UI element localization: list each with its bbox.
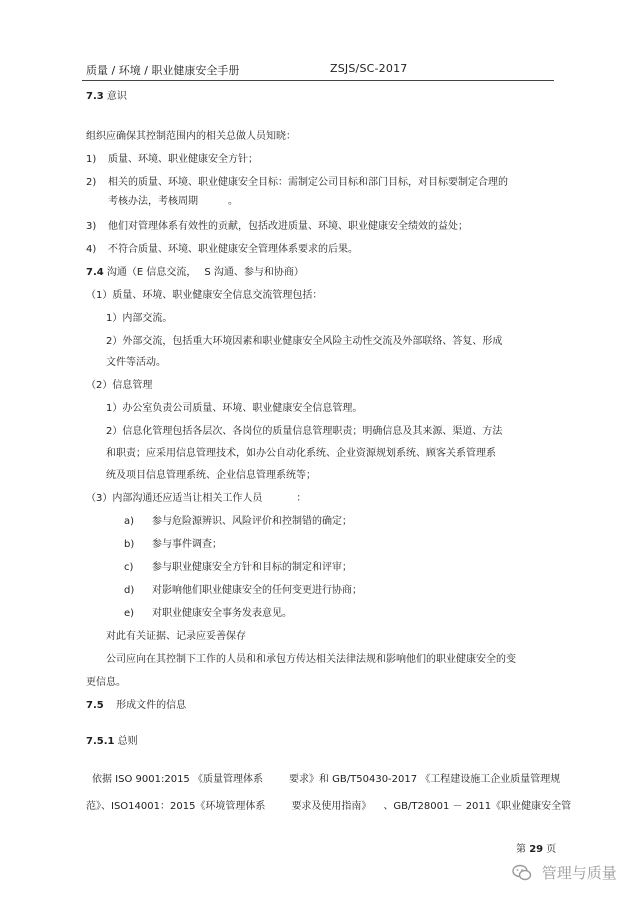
list-item: 相关的质量、环境、职业健康安全目标：需制定公司目标和部门目标，对目标要制定合理的 (108, 177, 508, 188)
list-item-number: 4) (86, 244, 97, 255)
header-rule (82, 80, 554, 81)
header-doc-code: ZSJS/SC-2017 (330, 62, 408, 75)
list-item: 对影响他们职业健康安全的任何变更进行协商； (152, 585, 362, 596)
section-7-3-heading (86, 90, 127, 103)
section-number: 7.3 (86, 91, 104, 102)
list-item-letter: e) (124, 608, 135, 619)
page-number (516, 840, 556, 855)
text: 第 (516, 844, 526, 855)
list-item-continuation: 文件等活动。 (106, 357, 166, 368)
text: 页 (546, 844, 557, 855)
section-number: 7.4 (86, 267, 104, 278)
section-title: 总则 (117, 736, 138, 747)
section-title: 形成文件的信息 (116, 700, 187, 711)
list-item: 参与职业健康安全方针和目标的制定和评审； (152, 562, 352, 573)
list-item-continuation: 和职责；应采用信息管理技术，如办公自动化系统、企业资源规划系统、顾客关系管理系 (106, 448, 496, 459)
watermark (512, 862, 617, 886)
paragraph (92, 773, 560, 786)
section-number: 7.5.1 (86, 736, 115, 747)
subsection (86, 492, 306, 505)
list-item-number: 3) (86, 221, 97, 232)
text: （3）内部沟通还应适当让相关工作人员 (86, 493, 263, 504)
paragraph-continuation: 更信息。 (86, 677, 126, 688)
subsection: （2）信息管理 (86, 380, 153, 391)
section-7-5-heading (86, 699, 186, 712)
section-number: 7.5 (86, 700, 104, 711)
list-item-number: 1) (86, 154, 97, 165)
list-item: 2）信息化管理包括各层次、各岗位的质量信息管理职责；明确信息及其来源、渠道、方法 (106, 426, 503, 437)
text: 。 (228, 196, 238, 207)
section-title: 意识 (106, 91, 127, 102)
text: 要求》和 GB/T50430-2017 《工程建设施工企业质量管理规 (288, 774, 561, 785)
wechat-icon (512, 864, 532, 886)
text: ： (296, 493, 307, 504)
list-item-letter: c) (124, 562, 134, 573)
list-item: 参与事件调查； (152, 539, 222, 550)
header-title: 质量 / 环境 / 职业健康安全手册 (86, 64, 240, 77)
list-item-letter: b) (124, 539, 135, 550)
list-item-continuation (108, 195, 238, 208)
section-7-4-heading (86, 266, 304, 279)
paragraph-continuation (86, 800, 571, 813)
paragraph: 公司应向在其控制下工作的人员和和承包方传达相关法律法规和影响他们的职业健康安全的变 (106, 654, 516, 665)
text: S 沟通、参与和协商） (204, 267, 304, 278)
list-item: 1）内部交流。 (106, 313, 173, 324)
paragraph: 对此有关证据、记录应妥善保存 (106, 631, 246, 642)
section-title: 沟通（ (106, 267, 137, 278)
list-item: 参与危险源辨识、风险评价和控制错的确定； (152, 516, 352, 527)
text: 、GB/T28001 － 2011《职业健康安全管 (383, 801, 572, 812)
list-item: 对职业健康安全事务发表意见。 (152, 608, 292, 619)
list-item: 他们对管理体系有效性的贡献，包括改进质量、环境、职业健康安全绩效的益处； (108, 221, 468, 232)
watermark-text: 管理与质量 (541, 864, 617, 882)
list-item-letter: a) (124, 516, 135, 527)
subsection: （1）质量、环境、职业健康安全信息交流管理包括： (86, 290, 323, 301)
text: 考核办法，考核周期 (108, 196, 198, 207)
list-item-continuation: 统及项目信息管理系统、企业信息管理系统等； (106, 470, 316, 481)
section-7-5-1-heading (86, 735, 138, 748)
text: 依据 ISO 9001:2015 《质量管理体系 (92, 774, 263, 785)
list-item-number: 2) (86, 177, 97, 188)
text: E 信息交流， (136, 267, 197, 278)
list-item: 不符合质量、环境、职业健康安全管理体系要求的后果。 (108, 244, 358, 255)
list-item: 2）外部交流，包括重大环境因素和职业健康安全风险主动性交流及外部联络、答复、形成 (106, 336, 503, 347)
paragraph: 组织应确保其控制范围内的相关总做人员知晓： (86, 131, 296, 142)
text: 范》、ISO14001：2015《环境管理体系 (86, 801, 266, 812)
text: 要求及使用指南》 (291, 801, 372, 812)
text: 29 (529, 844, 544, 855)
list-item: 质量、环境、职业健康安全方针； (108, 154, 258, 165)
list-item-letter: d) (124, 585, 135, 596)
list-item: 1）办公室负责公司质量、环境、职业健康安全信息管理。 (106, 403, 363, 414)
